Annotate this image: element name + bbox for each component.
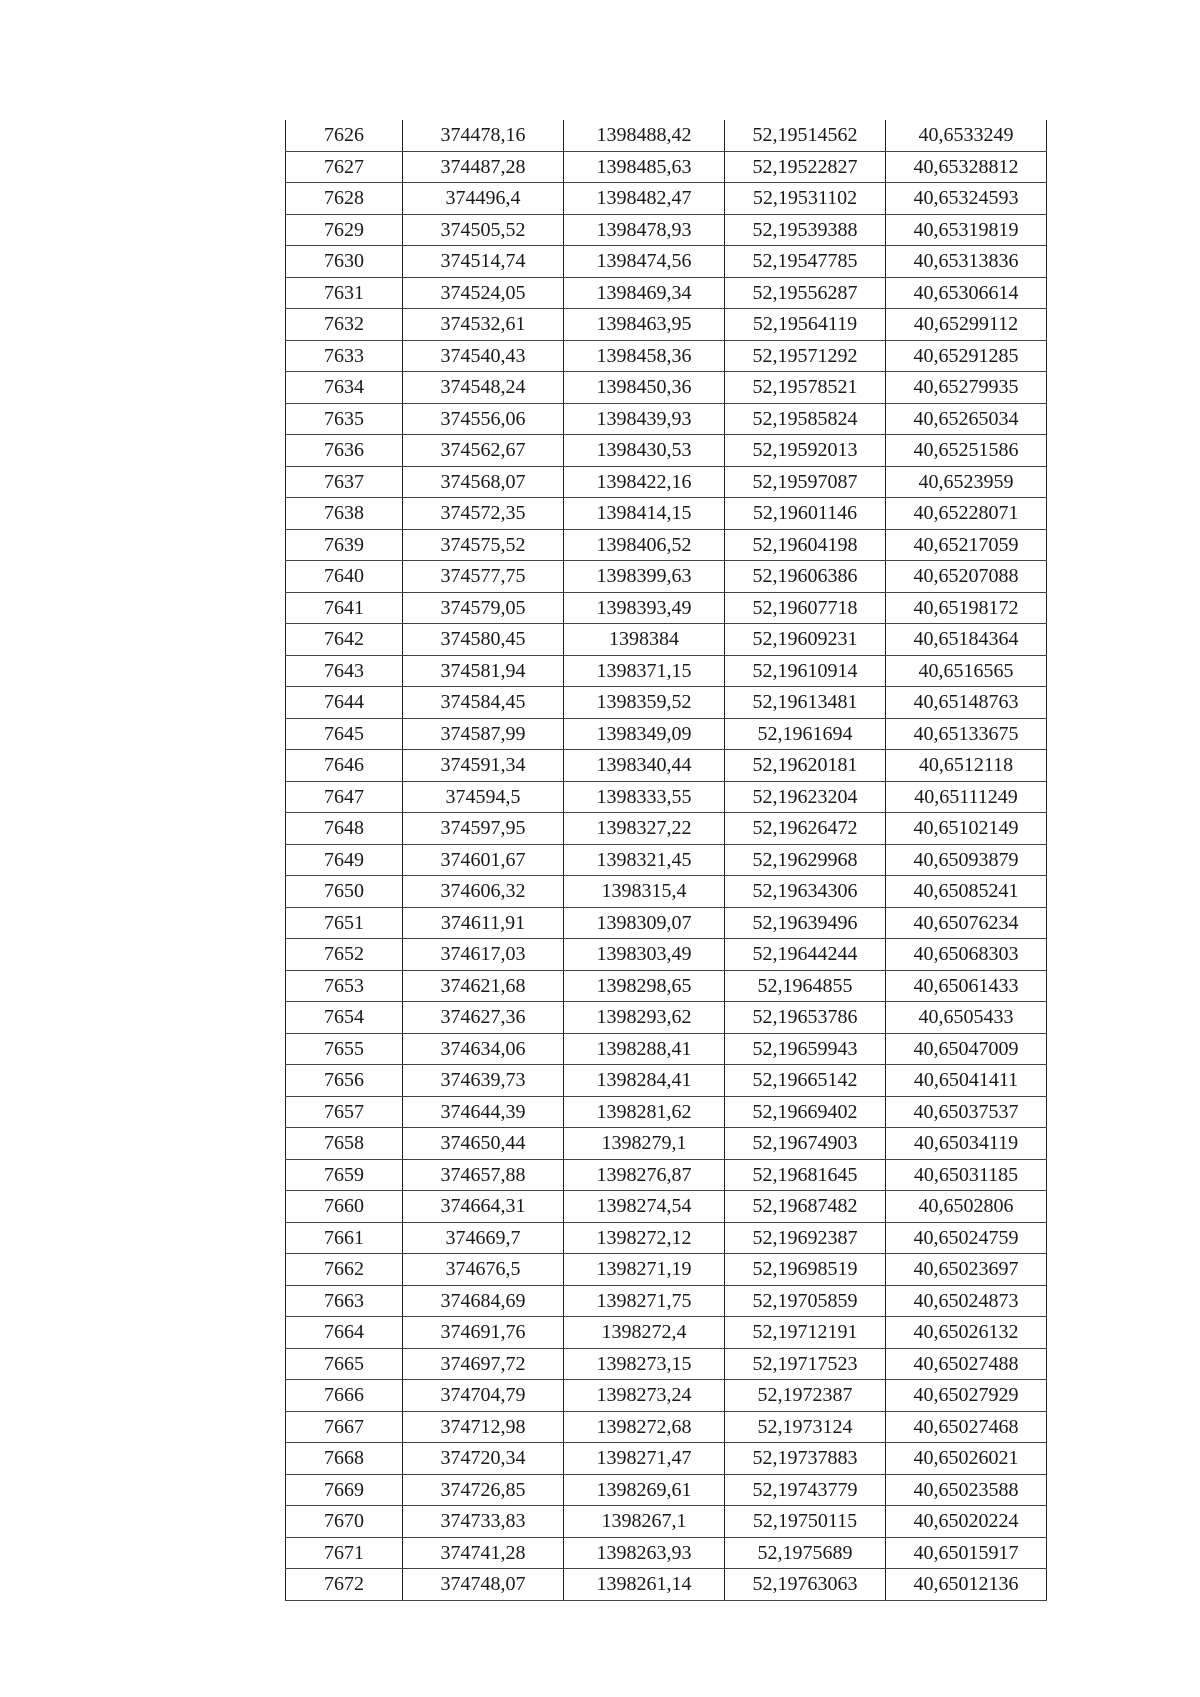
longitude-cell: 40,65015917 — [886, 1537, 1047, 1569]
latitude-cell: 52,19763063 — [725, 1569, 886, 1601]
point-number-cell: 7643 — [286, 655, 403, 687]
point-number-cell: 7654 — [286, 1002, 403, 1034]
latitude-cell: 52,19514562 — [725, 120, 886, 151]
x-coordinate-cell: 374621,68 — [403, 970, 564, 1002]
y-coordinate-cell: 1398272,12 — [564, 1222, 725, 1254]
x-coordinate-cell: 374657,88 — [403, 1159, 564, 1191]
longitude-cell: 40,65207088 — [886, 561, 1047, 593]
y-coordinate-cell: 1398333,55 — [564, 781, 725, 813]
longitude-cell: 40,65148763 — [886, 687, 1047, 719]
longitude-cell: 40,65251586 — [886, 435, 1047, 467]
longitude-cell: 40,65133675 — [886, 718, 1047, 750]
longitude-cell: 40,65306614 — [886, 277, 1047, 309]
table-row — [286, 183, 1047, 215]
latitude-cell: 52,19712191 — [725, 1317, 886, 1349]
longitude-cell: 40,65012136 — [886, 1569, 1047, 1601]
longitude-cell: 40,65291285 — [886, 340, 1047, 372]
table-row — [286, 435, 1047, 467]
y-coordinate-cell: 1398371,15 — [564, 655, 725, 687]
y-coordinate-cell: 1398349,09 — [564, 718, 725, 750]
latitude-cell: 52,19687482 — [725, 1191, 886, 1223]
longitude-cell: 40,65299112 — [886, 309, 1047, 341]
latitude-cell: 52,19692387 — [725, 1222, 886, 1254]
point-number-cell: 7660 — [286, 1191, 403, 1223]
y-coordinate-cell: 1398272,4 — [564, 1317, 725, 1349]
table-row — [286, 876, 1047, 908]
latitude-cell: 52,19601146 — [725, 498, 886, 530]
x-coordinate-cell: 374606,32 — [403, 876, 564, 908]
point-number-cell: 7653 — [286, 970, 403, 1002]
y-coordinate-cell: 1398474,56 — [564, 246, 725, 278]
latitude-cell: 52,19644244 — [725, 939, 886, 971]
longitude-cell: 40,65061433 — [886, 970, 1047, 1002]
x-coordinate-cell: 374562,67 — [403, 435, 564, 467]
latitude-cell: 52,19659943 — [725, 1033, 886, 1065]
x-coordinate-cell: 374540,43 — [403, 340, 564, 372]
table-row — [286, 1411, 1047, 1443]
latitude-cell: 52,1973124 — [725, 1411, 886, 1443]
longitude-cell: 40,65068303 — [886, 939, 1047, 971]
point-number-cell: 7664 — [286, 1317, 403, 1349]
x-coordinate-cell: 374684,69 — [403, 1285, 564, 1317]
x-coordinate-cell: 374548,24 — [403, 372, 564, 404]
latitude-cell: 52,19585824 — [725, 403, 886, 435]
x-coordinate-cell: 374611,91 — [403, 907, 564, 939]
y-coordinate-cell: 1398439,93 — [564, 403, 725, 435]
y-coordinate-cell: 1398482,47 — [564, 183, 725, 215]
table-row — [286, 624, 1047, 656]
table-row — [286, 907, 1047, 939]
point-number-cell: 7655 — [286, 1033, 403, 1065]
table-row — [286, 1569, 1047, 1601]
y-coordinate-cell: 1398269,61 — [564, 1474, 725, 1506]
table-row — [286, 1537, 1047, 1569]
x-coordinate-cell: 374634,06 — [403, 1033, 564, 1065]
point-number-cell: 7635 — [286, 403, 403, 435]
point-number-cell: 7636 — [286, 435, 403, 467]
y-coordinate-cell: 1398281,62 — [564, 1096, 725, 1128]
x-coordinate-cell: 374577,75 — [403, 561, 564, 593]
latitude-cell: 52,19606386 — [725, 561, 886, 593]
x-coordinate-cell: 374639,73 — [403, 1065, 564, 1097]
y-coordinate-cell: 1398272,68 — [564, 1411, 725, 1443]
table-row — [286, 1380, 1047, 1412]
y-coordinate-cell: 1398271,47 — [564, 1443, 725, 1475]
y-coordinate-cell: 1398279,1 — [564, 1128, 725, 1160]
point-number-cell: 7637 — [286, 466, 403, 498]
longitude-cell: 40,65085241 — [886, 876, 1047, 908]
longitude-cell: 40,65102149 — [886, 813, 1047, 845]
point-number-cell: 7629 — [286, 214, 403, 246]
y-coordinate-cell: 1398469,34 — [564, 277, 725, 309]
longitude-cell: 40,65279935 — [886, 372, 1047, 404]
longitude-cell: 40,65026021 — [886, 1443, 1047, 1475]
x-coordinate-cell: 374741,28 — [403, 1537, 564, 1569]
x-coordinate-cell: 374587,99 — [403, 718, 564, 750]
table-row — [286, 1033, 1047, 1065]
x-coordinate-cell: 374575,52 — [403, 529, 564, 561]
point-number-cell: 7639 — [286, 529, 403, 561]
latitude-cell: 52,1961694 — [725, 718, 886, 750]
table-row — [286, 277, 1047, 309]
longitude-cell: 40,6512118 — [886, 750, 1047, 782]
x-coordinate-cell: 374487,28 — [403, 151, 564, 183]
y-coordinate-cell: 1398303,49 — [564, 939, 725, 971]
table-row — [286, 592, 1047, 624]
x-coordinate-cell: 374594,5 — [403, 781, 564, 813]
x-coordinate-cell: 374664,31 — [403, 1191, 564, 1223]
latitude-cell: 52,19750115 — [725, 1506, 886, 1538]
longitude-cell: 40,65027929 — [886, 1380, 1047, 1412]
x-coordinate-cell: 374591,34 — [403, 750, 564, 782]
longitude-cell: 40,6533249 — [886, 120, 1047, 151]
y-coordinate-cell: 1398340,44 — [564, 750, 725, 782]
latitude-cell: 52,19705859 — [725, 1285, 886, 1317]
latitude-cell: 52,19626472 — [725, 813, 886, 845]
longitude-cell: 40,65026132 — [886, 1317, 1047, 1349]
latitude-cell: 52,19698519 — [725, 1254, 886, 1286]
table-row — [286, 813, 1047, 845]
longitude-cell: 40,65031185 — [886, 1159, 1047, 1191]
point-number-cell: 7642 — [286, 624, 403, 656]
latitude-cell: 52,19653786 — [725, 1002, 886, 1034]
longitude-cell: 40,65023588 — [886, 1474, 1047, 1506]
longitude-cell: 40,65027488 — [886, 1348, 1047, 1380]
y-coordinate-cell: 1398271,19 — [564, 1254, 725, 1286]
y-coordinate-cell: 1398406,52 — [564, 529, 725, 561]
point-number-cell: 7666 — [286, 1380, 403, 1412]
point-number-cell: 7667 — [286, 1411, 403, 1443]
longitude-cell: 40,65184364 — [886, 624, 1047, 656]
longitude-cell: 40,65020224 — [886, 1506, 1047, 1538]
latitude-cell: 52,19620181 — [725, 750, 886, 782]
point-number-cell: 7672 — [286, 1569, 403, 1601]
y-coordinate-cell: 1398463,95 — [564, 309, 725, 341]
x-coordinate-cell: 374524,05 — [403, 277, 564, 309]
latitude-cell: 52,19607718 — [725, 592, 886, 624]
table-row — [286, 498, 1047, 530]
y-coordinate-cell: 1398273,24 — [564, 1380, 725, 1412]
latitude-cell: 52,19571292 — [725, 340, 886, 372]
table-row — [286, 1506, 1047, 1538]
latitude-cell: 52,19531102 — [725, 183, 886, 215]
point-number-cell: 7668 — [286, 1443, 403, 1475]
x-coordinate-cell: 374627,36 — [403, 1002, 564, 1034]
x-coordinate-cell: 374712,98 — [403, 1411, 564, 1443]
point-number-cell: 7647 — [286, 781, 403, 813]
table-row — [286, 1128, 1047, 1160]
point-number-cell: 7649 — [286, 844, 403, 876]
y-coordinate-cell: 1398458,36 — [564, 340, 725, 372]
point-number-cell: 7634 — [286, 372, 403, 404]
table-row — [286, 1191, 1047, 1223]
point-number-cell: 7646 — [286, 750, 403, 782]
x-coordinate-cell: 374726,85 — [403, 1474, 564, 1506]
table-row — [286, 718, 1047, 750]
latitude-cell: 52,19743779 — [725, 1474, 886, 1506]
x-coordinate-cell: 374704,79 — [403, 1380, 564, 1412]
table-row — [286, 1159, 1047, 1191]
latitude-cell: 52,19592013 — [725, 435, 886, 467]
x-coordinate-cell: 374505,52 — [403, 214, 564, 246]
table-row — [286, 372, 1047, 404]
longitude-cell: 40,65076234 — [886, 907, 1047, 939]
latitude-cell: 52,19665142 — [725, 1065, 886, 1097]
table-row — [286, 561, 1047, 593]
point-number-cell: 7650 — [286, 876, 403, 908]
longitude-cell: 40,65324593 — [886, 183, 1047, 215]
latitude-cell: 52,19623204 — [725, 781, 886, 813]
x-coordinate-cell: 374556,06 — [403, 403, 564, 435]
x-coordinate-cell: 374581,94 — [403, 655, 564, 687]
table-row — [286, 687, 1047, 719]
y-coordinate-cell: 1398293,62 — [564, 1002, 725, 1034]
longitude-cell: 40,65024759 — [886, 1222, 1047, 1254]
latitude-cell: 52,19634306 — [725, 876, 886, 908]
latitude-cell: 52,19547785 — [725, 246, 886, 278]
table-row — [286, 655, 1047, 687]
y-coordinate-cell: 1398261,14 — [564, 1569, 725, 1601]
x-coordinate-cell: 374514,74 — [403, 246, 564, 278]
y-coordinate-cell: 1398327,22 — [564, 813, 725, 845]
table-row — [286, 120, 1047, 151]
longitude-cell: 40,65047009 — [886, 1033, 1047, 1065]
point-number-cell: 7633 — [286, 340, 403, 372]
latitude-cell: 52,19522827 — [725, 151, 886, 183]
table-row — [286, 844, 1047, 876]
table-row — [286, 1254, 1047, 1286]
table-body — [286, 120, 1047, 1600]
table-row — [286, 403, 1047, 435]
x-coordinate-cell: 374748,07 — [403, 1569, 564, 1601]
latitude-cell: 52,19737883 — [725, 1443, 886, 1475]
y-coordinate-cell: 1398273,15 — [564, 1348, 725, 1380]
point-number-cell: 7671 — [286, 1537, 403, 1569]
point-number-cell: 7651 — [286, 907, 403, 939]
table-row — [286, 781, 1047, 813]
latitude-cell: 52,19597087 — [725, 466, 886, 498]
y-coordinate-cell: 1398315,4 — [564, 876, 725, 908]
y-coordinate-cell: 1398276,87 — [564, 1159, 725, 1191]
x-coordinate-cell: 374496,4 — [403, 183, 564, 215]
table-row — [286, 1285, 1047, 1317]
table-row — [286, 1222, 1047, 1254]
latitude-cell: 52,19639496 — [725, 907, 886, 939]
x-coordinate-cell: 374584,45 — [403, 687, 564, 719]
point-number-cell: 7663 — [286, 1285, 403, 1317]
y-coordinate-cell: 1398422,16 — [564, 466, 725, 498]
table-row — [286, 750, 1047, 782]
table-row — [286, 1065, 1047, 1097]
x-coordinate-cell: 374617,03 — [403, 939, 564, 971]
table-row — [286, 466, 1047, 498]
point-number-cell: 7658 — [286, 1128, 403, 1160]
table-row — [286, 1096, 1047, 1128]
point-number-cell: 7670 — [286, 1506, 403, 1538]
y-coordinate-cell: 1398284,41 — [564, 1065, 725, 1097]
latitude-cell: 52,19681645 — [725, 1159, 886, 1191]
x-coordinate-cell: 374720,34 — [403, 1443, 564, 1475]
x-coordinate-cell: 374676,5 — [403, 1254, 564, 1286]
x-coordinate-cell: 374691,76 — [403, 1317, 564, 1349]
latitude-cell: 52,19674903 — [725, 1128, 886, 1160]
x-coordinate-cell: 374733,83 — [403, 1506, 564, 1538]
y-coordinate-cell: 1398309,07 — [564, 907, 725, 939]
longitude-cell: 40,65034119 — [886, 1128, 1047, 1160]
y-coordinate-cell: 1398478,93 — [564, 214, 725, 246]
latitude-cell: 52,19609231 — [725, 624, 886, 656]
x-coordinate-cell: 374669,7 — [403, 1222, 564, 1254]
latitude-cell: 52,19629968 — [725, 844, 886, 876]
coordinates-table — [285, 120, 1047, 1601]
y-coordinate-cell: 1398321,45 — [564, 844, 725, 876]
x-coordinate-cell: 374597,95 — [403, 813, 564, 845]
longitude-cell: 40,65228071 — [886, 498, 1047, 530]
latitude-cell: 52,19564119 — [725, 309, 886, 341]
x-coordinate-cell: 374579,05 — [403, 592, 564, 624]
x-coordinate-cell: 374644,39 — [403, 1096, 564, 1128]
table-row — [286, 340, 1047, 372]
y-coordinate-cell: 1398298,65 — [564, 970, 725, 1002]
y-coordinate-cell: 1398450,36 — [564, 372, 725, 404]
latitude-cell: 52,19604198 — [725, 529, 886, 561]
y-coordinate-cell: 1398414,15 — [564, 498, 725, 530]
longitude-cell: 40,65023697 — [886, 1254, 1047, 1286]
longitude-cell: 40,6505433 — [886, 1002, 1047, 1034]
table-row — [286, 529, 1047, 561]
longitude-cell: 40,65027468 — [886, 1411, 1047, 1443]
point-number-cell: 7659 — [286, 1159, 403, 1191]
x-coordinate-cell: 374478,16 — [403, 120, 564, 151]
longitude-cell: 40,65041411 — [886, 1065, 1047, 1097]
latitude-cell: 52,19556287 — [725, 277, 886, 309]
latitude-cell: 52,1964855 — [725, 970, 886, 1002]
point-number-cell: 7661 — [286, 1222, 403, 1254]
latitude-cell: 52,19539388 — [725, 214, 886, 246]
point-number-cell: 7652 — [286, 939, 403, 971]
latitude-cell: 52,19669402 — [725, 1096, 886, 1128]
table-row — [286, 1474, 1047, 1506]
table-row — [286, 1002, 1047, 1034]
x-coordinate-cell: 374572,35 — [403, 498, 564, 530]
table-row — [286, 970, 1047, 1002]
y-coordinate-cell: 1398384 — [564, 624, 725, 656]
point-number-cell: 7645 — [286, 718, 403, 750]
y-coordinate-cell: 1398263,93 — [564, 1537, 725, 1569]
x-coordinate-cell: 374601,67 — [403, 844, 564, 876]
latitude-cell: 52,19610914 — [725, 655, 886, 687]
point-number-cell: 7669 — [286, 1474, 403, 1506]
point-number-cell: 7638 — [286, 498, 403, 530]
table-row — [286, 214, 1047, 246]
longitude-cell: 40,6516565 — [886, 655, 1047, 687]
longitude-cell: 40,6523959 — [886, 466, 1047, 498]
longitude-cell: 40,65037537 — [886, 1096, 1047, 1128]
longitude-cell: 40,6502806 — [886, 1191, 1047, 1223]
longitude-cell: 40,65111249 — [886, 781, 1047, 813]
latitude-cell: 52,19717523 — [725, 1348, 886, 1380]
point-number-cell: 7656 — [286, 1065, 403, 1097]
x-coordinate-cell: 374650,44 — [403, 1128, 564, 1160]
y-coordinate-cell: 1398274,54 — [564, 1191, 725, 1223]
point-number-cell: 7657 — [286, 1096, 403, 1128]
table-row — [286, 151, 1047, 183]
longitude-cell: 40,65093879 — [886, 844, 1047, 876]
point-number-cell: 7626 — [286, 120, 403, 151]
y-coordinate-cell: 1398485,63 — [564, 151, 725, 183]
point-number-cell: 7640 — [286, 561, 403, 593]
point-number-cell: 7632 — [286, 309, 403, 341]
latitude-cell: 52,1972387 — [725, 1380, 886, 1412]
table-row — [286, 1317, 1047, 1349]
point-number-cell: 7631 — [286, 277, 403, 309]
x-coordinate-cell: 374568,07 — [403, 466, 564, 498]
longitude-cell: 40,65319819 — [886, 214, 1047, 246]
point-number-cell: 7627 — [286, 151, 403, 183]
table-row — [286, 1443, 1047, 1475]
longitude-cell: 40,65024873 — [886, 1285, 1047, 1317]
latitude-cell: 52,19613481 — [725, 687, 886, 719]
point-number-cell: 7662 — [286, 1254, 403, 1286]
latitude-cell: 52,1975689 — [725, 1537, 886, 1569]
y-coordinate-cell: 1398430,53 — [564, 435, 725, 467]
y-coordinate-cell: 1398359,52 — [564, 687, 725, 719]
point-number-cell: 7665 — [286, 1348, 403, 1380]
table-row — [286, 309, 1047, 341]
point-number-cell: 7630 — [286, 246, 403, 278]
longitude-cell: 40,65313836 — [886, 246, 1047, 278]
longitude-cell: 40,65265034 — [886, 403, 1047, 435]
x-coordinate-cell: 374532,61 — [403, 309, 564, 341]
x-coordinate-cell: 374697,72 — [403, 1348, 564, 1380]
y-coordinate-cell: 1398399,63 — [564, 561, 725, 593]
longitude-cell: 40,65198172 — [886, 592, 1047, 624]
y-coordinate-cell: 1398267,1 — [564, 1506, 725, 1538]
point-number-cell: 7641 — [286, 592, 403, 624]
point-number-cell: 7648 — [286, 813, 403, 845]
latitude-cell: 52,19578521 — [725, 372, 886, 404]
table-row — [286, 1348, 1047, 1380]
table-row — [286, 246, 1047, 278]
y-coordinate-cell: 1398488,42 — [564, 120, 725, 151]
y-coordinate-cell: 1398288,41 — [564, 1033, 725, 1065]
y-coordinate-cell: 1398393,49 — [564, 592, 725, 624]
point-number-cell: 7644 — [286, 687, 403, 719]
point-number-cell: 7628 — [286, 183, 403, 215]
x-coordinate-cell: 374580,45 — [403, 624, 564, 656]
longitude-cell: 40,65217059 — [886, 529, 1047, 561]
table-row — [286, 939, 1047, 971]
y-coordinate-cell: 1398271,75 — [564, 1285, 725, 1317]
longitude-cell: 40,65328812 — [886, 151, 1047, 183]
